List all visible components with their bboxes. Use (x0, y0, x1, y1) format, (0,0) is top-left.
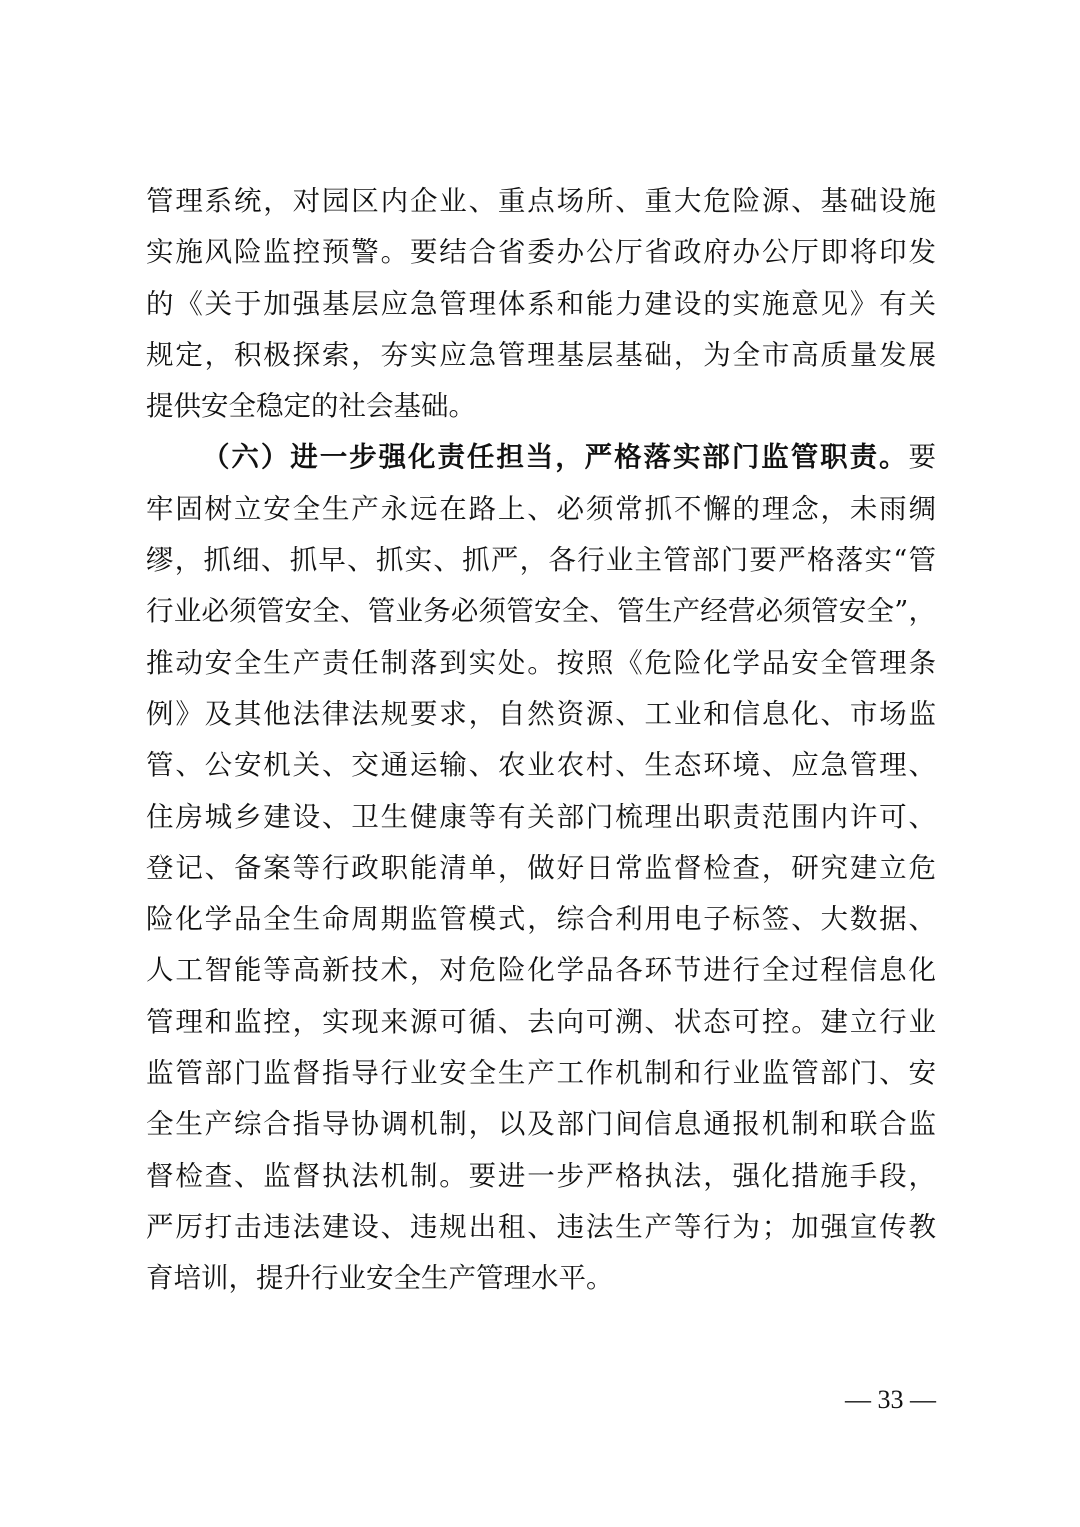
text-line: 管、公安机关、交通运输、农业农村、生态环境、应急管理、 (146, 749, 936, 782)
text-line: 缪，抓细、抓早、抓实、抓严，各行业主管部门要严格落实“管 (146, 544, 936, 577)
text-line: 登记、备案等行政职能清单，做好日常监督检查，研究建立危 (146, 851, 936, 884)
text-line: 例》及其他法律法规要求，自然资源、工业和信息化、市场监 (146, 697, 936, 730)
text-line: 人工智能等高新技术，对危险化学品各环节进行全过程信息化 (146, 954, 936, 987)
text-line: 住房城乡建设、卫生健康等有关部门梳理出职责范围内许可、 (146, 800, 936, 833)
text-line: 全生产综合指导协调机制，以及部门间信息通报机制和联合监 (146, 1108, 936, 1141)
section-heading-line (146, 432, 936, 483)
text-line: 险化学品全生命周期监管模式，综合利用电子标签、大数据、 (146, 903, 936, 936)
text-line: 行业必须管安全、管业务必须管安全、管生产经营必须管安全”， (146, 595, 936, 628)
text-line: 提供安全稳定的社会基础。 (146, 390, 476, 423)
text-line: 管理和监控，实现来源可循、去向可溯、状态可控。建立行业 (146, 1005, 936, 1038)
text-line: 监管部门监督指导行业安全生产工作机制和行业监管部门、安 (146, 1057, 936, 1090)
text-line: 规定，积极探索，夯实应急管理基层基础，为全市高质量发展 (146, 338, 936, 371)
text-line: 推动安全生产责任制落到实处。按照《危险化学品安全管理条 (146, 646, 936, 679)
text-line: 的《关于加强基层应急管理体系和能力建设的实施意见》有关 (146, 287, 936, 320)
text-line: 管理系统，对园区内企业、重点场所、重大危险源、基础设施 (146, 185, 936, 217)
text-line: 育培训，提升行业安全生产管理水平。 (146, 1262, 614, 1295)
body-text (146, 176, 936, 1305)
text-line: 实施风险监控预警。要结合省委办公厅省政府办公厅即将印发 (146, 236, 936, 269)
text-span: 要 (908, 441, 936, 474)
section-heading: （六）进一步强化责任担当，严格落实部门监管职责。 (202, 441, 909, 474)
text-line: 牢固树立安全生产永远在路上、必须常抓不懈的理念，未雨绸 (146, 492, 936, 525)
text-line: 督检查、监督执法机制。要进一步严格执法，强化措施手段， (146, 1159, 936, 1192)
page-number: — 33 — (845, 1385, 936, 1414)
text-line: 严厉打击违法建设、违规出租、违法生产等行为；加强宣传教 (146, 1210, 936, 1243)
